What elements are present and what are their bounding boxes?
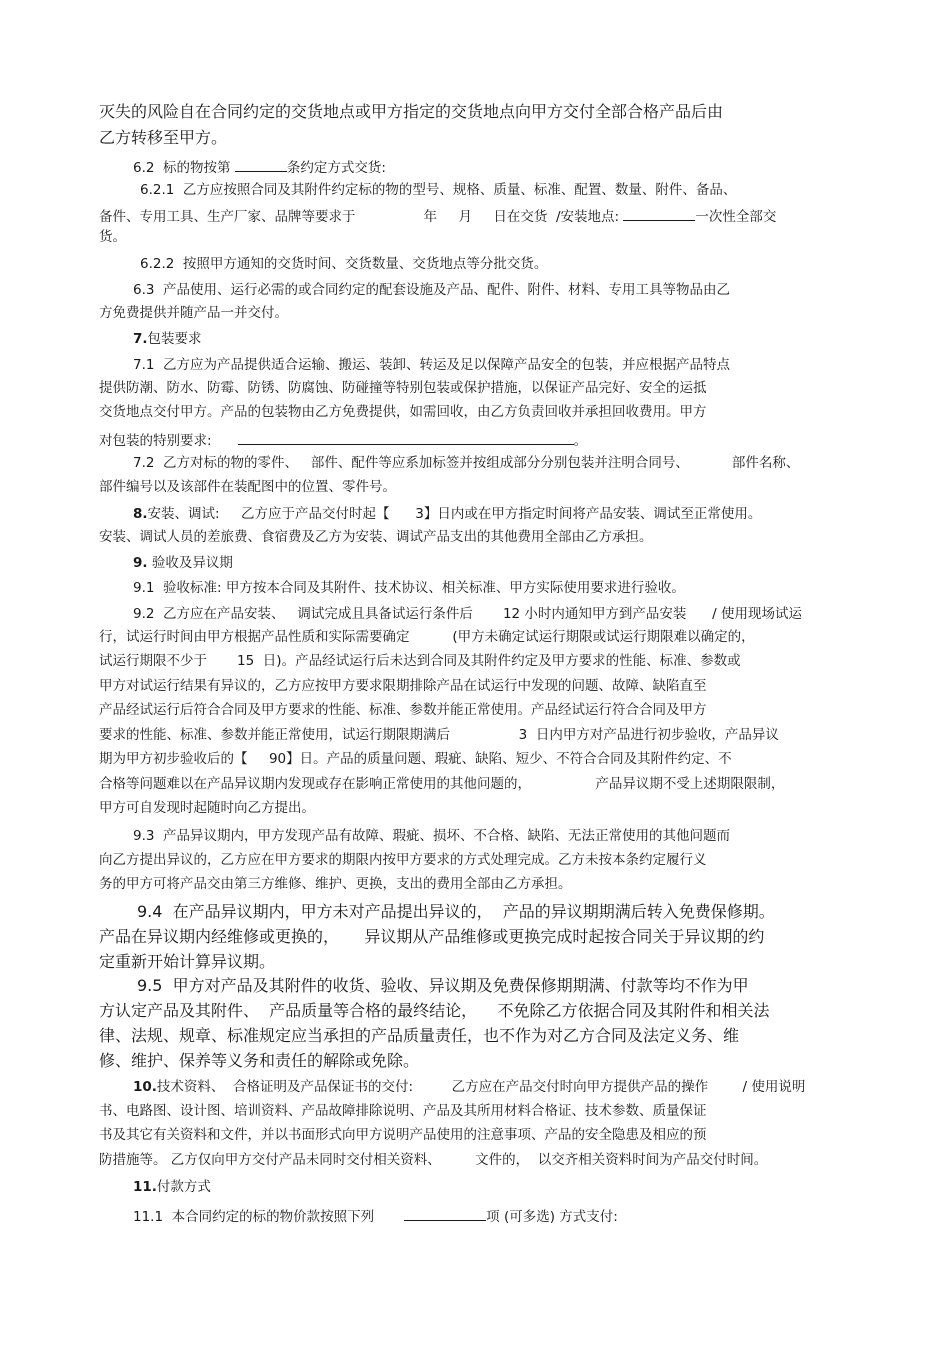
- period: 。: [573, 433, 588, 449]
- text-line: 务的甲方可将产品交由第三方维修、维护、更换，支出的费用全部由乙方承担。: [99, 876, 572, 892]
- text-line: 书及其它有关资料和文件，并以书面形式向甲方说明产品使用的注意事项、产品的安全隐患及相应的预: [99, 1127, 707, 1143]
- section-heading-9: [133, 557, 233, 571]
- text-line: 合格等问题难以在产品异议期内发现或存在影响正常使用的其他问题的， 产品异议期不受上述期限限制，: [99, 776, 785, 792]
- text-line: 行，试运行时间由甲方根据产品性质和实际需要确定 (甲方未确定试运行期限或试运行期限难以确定的，: [99, 629, 755, 645]
- clause-6-2-1-line: [99, 207, 776, 225]
- text-line: 要求的性能、标准、参数并能正常使用，试运行期限期满后 3 日内甲方对产品进行初步验收，产品异议: [99, 727, 779, 743]
- clause-text: 备件、专用工具、生产厂家、品牌等要求于: [99, 209, 356, 225]
- blank-field: [238, 431, 574, 445]
- text-line: 方认定产品及其附件、 产品质量等合格的最终结论， 不免除乙方依据合同及其附件和相关法: [99, 1001, 770, 1020]
- section-number: 10.: [133, 1079, 157, 1095]
- section-heading-11: [133, 1181, 211, 1195]
- text-line: 期为甲方初步验收后的【 90】日。产品的质量问题、瑕疵、缺陷、短少、不符合合同及其附件约定、不: [99, 751, 732, 767]
- section-heading-8: [133, 508, 761, 522]
- text-line: 6.2.2 按照甲方通知的交货时间、交货数量、交货地点等分批交货。: [140, 256, 548, 272]
- section-title: 付款方式: [156, 1179, 211, 1195]
- text-line: 9.5 甲方对产品及其附件的收货、验收、异议期及免费保修期期满、付款等均不作为甲: [137, 976, 749, 995]
- section-heading-7: [133, 333, 202, 347]
- section-heading-10: [133, 1081, 805, 1095]
- text-line: 防措施等。 乙方仅向甲方交付产品未同时交付相关资料、 文件的， 以交齐相关资料时间为产品交付时间。: [99, 1152, 768, 1168]
- blank-field: [623, 207, 695, 221]
- text-line: 安装、调试人员的差旅费、食宿费及乙方为安装、调试产品支出的其他费用全部由乙方承担。: [99, 529, 653, 545]
- text-line: 9.2 乙方应在产品安装、 调试完成且具备试运行条件后 12 小时内通知甲方到产品安装 / 使用现场试运: [133, 606, 803, 622]
- text-line: 产品经试运行后符合合同及甲方要求的性能、标准、参数并能正常使用。产品经试运行符合合同及甲方: [99, 702, 707, 718]
- text-line: 部件编号以及该部件在装配图中的位置、零件号。: [99, 479, 396, 495]
- blank-field: [235, 158, 287, 172]
- section-number: 7.: [133, 331, 148, 347]
- clause-text: 对包装的特别要求:: [99, 433, 212, 449]
- section-number: 8.: [133, 506, 148, 522]
- text-line: 律、法规、规章、标准规定应当承担的产品质量责任，也不作为对乙方合同及法定义务、维: [99, 1026, 740, 1045]
- clause-6-2-tail: 条约定方式交货:: [286, 160, 386, 176]
- clause-6-2: [133, 158, 386, 176]
- clause-text: 11.1 本合同约定的标的物价款按照下列: [133, 1209, 375, 1225]
- text-line: 甲方对试运行结果有异议的，乙方应按甲方要求限期排除产品在试运行中发现的问题、故障、缺陷直至: [99, 678, 707, 694]
- text-line: 7.1 乙方应为产品提供适合运输、搬运、装卸、转运及足以保障产品安全的包装，并应根据产品特点: [133, 357, 731, 373]
- text-line: 甲方可自发现时起随时向乙方提出。: [99, 800, 315, 816]
- blank-field: [404, 1207, 486, 1221]
- text-line: 修、维护、保养等义务和责任的解除或免除。: [99, 1051, 420, 1070]
- clause-tail: 一次性全部交: [695, 209, 777, 225]
- text-line: 灭失的风险自在合同约定的交货地点或甲方指定的交货地点向甲方交付全部合格产品后由: [99, 102, 724, 121]
- text-line: 定重新开始计算异议期。: [99, 952, 276, 971]
- text-line: 提供防潮、防水、防霉、防锈、防腐蚀、防碰撞等特别包装或保护措施，以保证产品完好、安全的运抵: [99, 380, 707, 396]
- text-line: 试运行期限不少于 15 日)。产品经试运行后未达到合同及其附件约定及甲方要求的性能、标准、参数或: [99, 653, 741, 669]
- text-line: 6.3 产品使用、运行必需的或合同约定的配套设施及产品、配件、附件、材料、专用工具等物品由乙: [133, 282, 731, 298]
- section-text: 技术资料、 合格证明及产品保证书的交付: 乙方应在产品交付时向甲方提供产品的操作 / 使用说明: [156, 1079, 806, 1095]
- text-line: 货。: [99, 229, 126, 245]
- text-line: 9.1 验收标准: 甲方按本合同及其附件、技术协议、相关标准、甲方实际使用要求进行验收。: [133, 580, 685, 596]
- text-line: 产品在异议期内经维修或更换的， 异议期从产品维修或更换完成时起按合同关于异议期的约: [99, 927, 765, 946]
- section-number: 9.: [133, 555, 148, 571]
- clause-6-2-text: 6.2 标的物按第: [133, 160, 231, 176]
- clause-date-text: 年 月 日在交货 /安装地点:: [423, 209, 620, 225]
- section-text: 安装、调试: 乙方应于产品交付时起【 3】日内或在甲方指定时间将产品安装、调试至正常使用。: [147, 506, 762, 522]
- text-line: 9.3 产品异议期内，甲方发现产品有故障、瑕疵、损坏、不合格、缺陷、无法正常使用的其他问题而: [133, 828, 731, 844]
- clause-11-1: [133, 1207, 618, 1225]
- clause-7-1-requirement: [99, 431, 587, 449]
- text-line: 9.4 在产品异议期内，甲方未对产品提出异议的， 产品的异议期期满后转入免费保修期。: [137, 902, 775, 921]
- text-line: 方免费提供并随产品一并交付。: [99, 305, 288, 321]
- section-number: 11.: [133, 1179, 157, 1195]
- text-line: 书、电路图、设计图、培训资料、产品故障排除说明、产品及其所用材料合格证、技术参数、质量保证: [99, 1103, 707, 1119]
- clause-tail: 项 (可多选) 方式支付:: [486, 1209, 618, 1225]
- text-line: 7.2 乙方对标的物的零件、 部件、配件等应系加标签并按组成部分分别包装并注明合同号、 部件名称、: [133, 455, 800, 471]
- text-line: 交货地点交付甲方。产品的包装物由乙方免费提供，如需回收，由乙方负责回收并承担回收费用。甲方: [99, 404, 707, 420]
- text-line: 乙方转移至甲方。: [99, 128, 228, 147]
- text-line: 向乙方提出异议的，乙方应在甲方要求的期限内按甲方要求的方式处理完成。乙方未按本条约定履行义: [99, 852, 707, 868]
- text-line: 6.2.1 乙方应按照合同及其附件约定标的物的型号、规格、质量、标准、配置、数量、附件、备品、: [140, 182, 737, 198]
- section-title: 包装要求: [147, 331, 202, 347]
- section-title: 验收及异议期: [151, 555, 233, 571]
